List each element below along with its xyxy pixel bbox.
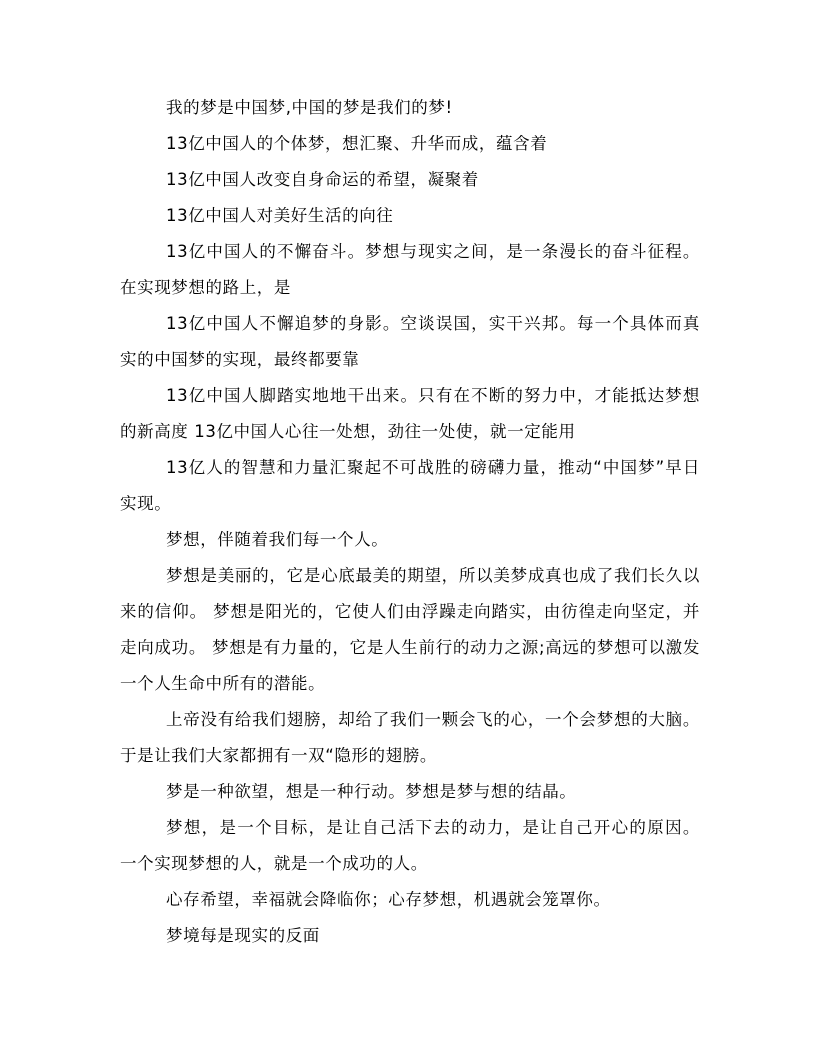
paragraph: 梦想，伴随着我们每一个人。 <box>166 530 389 549</box>
paragraph: 梦想是美丽的，它是心底最美的期望，所以美梦成真也成了我们长久以来的信仰。 梦想是阳光的，它使人们由浮躁走向踏实，由彷徨走向坚定，并走向成功。 梦想是有力量的，它是人生前行的动力之源;高远的梦想可以激发一个人生命中所有的潜能。 <box>120 566 700 693</box>
paragraph: 13亿中国人的不懈奋斗。梦想与现实之间，是一条漫长的奋斗征程。在实现梦想的路上，是 <box>120 242 700 297</box>
paragraph: 上帝没有给我们翅膀，却给了我们一颗会飞的心，一个会梦想的大脑。于是让我们大家都拥有一双“隐形的翅膀。 <box>120 710 700 765</box>
paragraph: 13亿中国人对美好生活的向往 <box>166 206 394 225</box>
paragraph: 13亿中国人不懈追梦的身影。空谈误国，实干兴邦。每一个具体而真实的中国梦的实现，最终都要靠 <box>120 314 700 369</box>
paragraph: 13亿中国人的个体梦，想汇聚、升华而成，蕴含着 <box>166 134 548 153</box>
paragraph: 梦境每是现实的反面 <box>166 926 320 945</box>
paragraph: 13亿人的智慧和力量汇聚起不可战胜的磅礴力量，推动“中国梦”早日实现。 <box>120 458 700 513</box>
paragraph: 梦想，是一个目标，是让自己活下去的动力，是让自己开心的原因。 一个实现梦想的人，就是一个成功的人。 <box>120 818 700 873</box>
paragraph: 13亿中国人脚踏实地地干出来。只有在不断的努力中，才能抵达梦想的新高度 13亿中国人心往一处想，劲往一处使，就一定能用 <box>120 386 700 441</box>
paragraph: 梦是一种欲望，想是一种行动。梦想是梦与想的结晶。 <box>166 782 577 801</box>
paragraph: 我的梦是中国梦,中国的梦是我们的梦! <box>166 98 453 117</box>
paragraph: 心存希望，幸福就会降临你；心存梦想，机遇就会笼罩你。 <box>166 890 611 909</box>
document-body <box>120 90 700 954</box>
paragraph: 13亿中国人改变自身命运的希望，凝聚着 <box>166 170 479 189</box>
